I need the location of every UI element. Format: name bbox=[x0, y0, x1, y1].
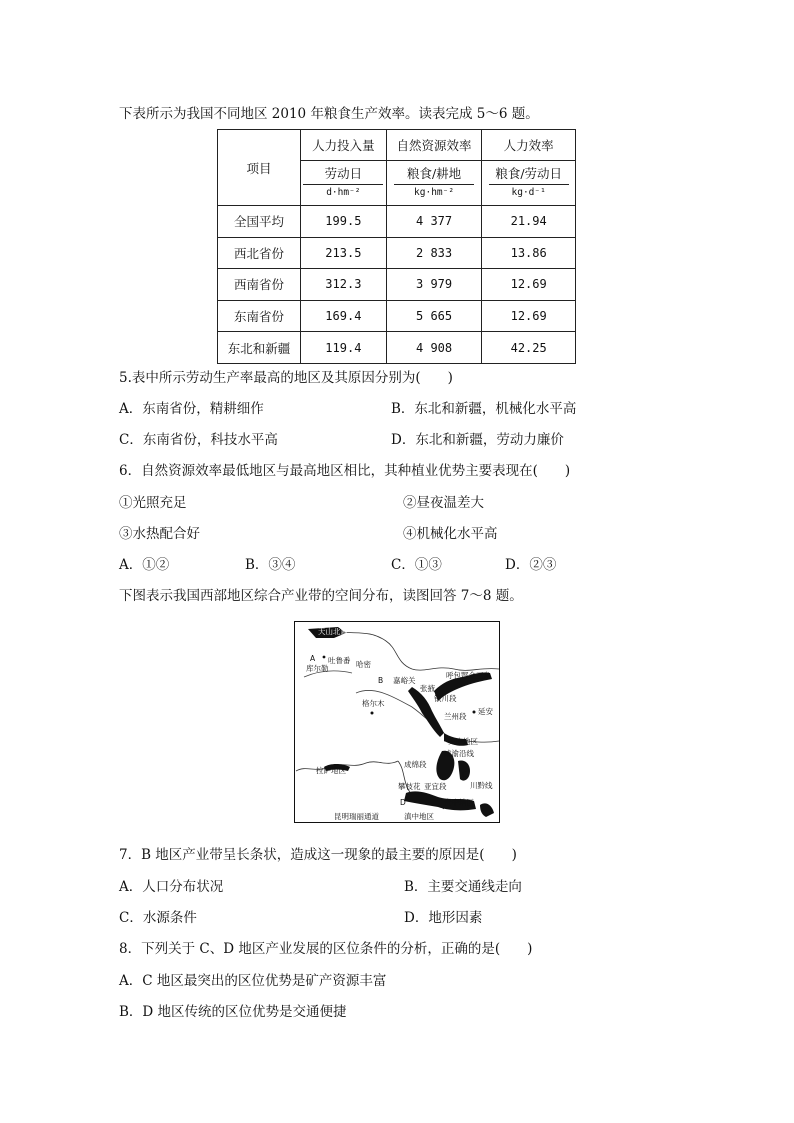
q6-option-c: C．①③ bbox=[391, 557, 442, 573]
table-row: 西南省份 312.3 3 979 12.69 bbox=[218, 269, 576, 301]
map-label-d: D bbox=[400, 798, 406, 807]
map-label-chuanqian: 川黔线 bbox=[470, 781, 493, 790]
q7-option-c: C．水源条件 bbox=[119, 910, 197, 926]
map-city-golmud bbox=[371, 712, 374, 715]
map-label-b: B bbox=[378, 676, 384, 685]
map-label-yinchuan: 银川段 bbox=[434, 694, 457, 703]
map-label-golmud: 格尔木 bbox=[362, 699, 385, 708]
q7-option-a: A．人口分布状况 bbox=[119, 879, 224, 895]
table-intro: 下表所示为我国不同地区 2010 年粮食生产效率。读表完成 5～6 题。 bbox=[119, 106, 539, 122]
map-label-jiayuguan: 嘉峪关 bbox=[393, 676, 416, 685]
q6-stem: 6．自然资源效率最低地区与最高地区相比，其种植业优势主要表现在( ) bbox=[119, 463, 571, 479]
table-row: 东北和新疆 119.4 4 908 42.25 bbox=[218, 332, 576, 364]
map-label-chengmian: 成绵段 bbox=[404, 760, 427, 769]
q5-option-b: B．东北和新疆，机械化水平高 bbox=[391, 401, 577, 417]
item-header: 项目 bbox=[218, 130, 301, 206]
q7-option-d: D．地形因素 bbox=[404, 910, 483, 926]
header-resource: 自然资源效率 bbox=[386, 130, 482, 161]
map-label-a: A bbox=[310, 654, 316, 663]
table-row: 东南省份 169.4 5 665 12.69 bbox=[218, 300, 576, 332]
q5-option-d: D．东北和新疆，劳动力廉价 bbox=[391, 432, 564, 448]
map-label-c: C bbox=[462, 770, 468, 779]
map-label-lanzhou: 兰州段 bbox=[444, 712, 467, 721]
q7-option-b: B．主要交通线走向 bbox=[404, 879, 522, 895]
map-label-chengyu: 成渝沿线 bbox=[444, 749, 474, 758]
map-label-tulufan: 吐鲁番 bbox=[328, 656, 351, 665]
map-label-dianzhong: 滇中地区 bbox=[404, 812, 434, 821]
table-row: 西北省份 213.5 2 833 13.86 bbox=[218, 237, 576, 269]
unit-human: 粮食/劳动日 kg·d⁻¹ bbox=[482, 161, 576, 206]
q8-stem: 8．下列关于 C、D 地区产业发展的区位条件的分析，正确的是( ) bbox=[119, 941, 533, 957]
header-human: 人力效率 bbox=[482, 130, 576, 161]
q5-option-c: C．东南省份，科技水平高 bbox=[119, 432, 278, 448]
map-label-kunming: 昆明瑞丽通道 bbox=[334, 812, 379, 821]
q7-stem: 7．B 地区产业带呈长条状，造成这一现象的最主要的原因是( ) bbox=[119, 847, 517, 863]
q5-option-a: A．东南省份，精耕细作 bbox=[119, 401, 264, 417]
unit-labor: 劳动日 d·hm⁻² bbox=[300, 161, 386, 206]
map-label-zhangye: 张掖 bbox=[420, 684, 435, 693]
map-city-yanan bbox=[473, 711, 476, 714]
map-label-qianzhong: 贵中地区 bbox=[444, 798, 474, 807]
grain-efficiency-table bbox=[217, 129, 576, 364]
unit-resource: 粮食/耕地 kg·hm⁻² bbox=[386, 161, 482, 206]
q6-option-d: D．②③ bbox=[505, 557, 557, 573]
q6-item-3: ③水热配合好 bbox=[119, 526, 200, 542]
table-row: 全国平均 199.5 4 377 21.94 bbox=[218, 206, 576, 238]
map-label-panzhihua: 攀枝花 bbox=[398, 782, 421, 791]
map-label-yanan: 延安 bbox=[478, 707, 493, 716]
header-labor: 人力投入量 bbox=[300, 130, 386, 161]
map-label-kuerle: 库尔勒 bbox=[306, 664, 329, 673]
q8-option-a: A．C 地区最突出的区位优势是矿产资源丰富 bbox=[119, 973, 387, 989]
map-label-guanzhong: 关中地区 bbox=[448, 737, 478, 746]
map-label-tianshan: 天山北麓 bbox=[318, 627, 348, 636]
q5-stem: 5.表中所示劳动生产率最高的地区及其原因分别为( ) bbox=[119, 370, 453, 386]
q6-item-4: ④机械化水平高 bbox=[403, 526, 498, 542]
q8-option-b: B．D 地区传统的区位优势是交通便捷 bbox=[119, 1004, 347, 1020]
map-label-yaoyi: 亚宜段 bbox=[424, 782, 447, 791]
map-label-huhhot: 呼包鄂金三角 bbox=[446, 671, 491, 680]
q6-item-1: ①光照充足 bbox=[119, 495, 187, 511]
map-label-lhasa: 拉萨地区 bbox=[316, 766, 346, 775]
q6-option-b: B．③④ bbox=[245, 557, 296, 573]
map-label-hami: 哈密 bbox=[356, 660, 371, 669]
map-frame bbox=[295, 622, 500, 823]
map-intro: 下图表示我国西部地区综合产业带的空间分布，读图回答 7～8 题。 bbox=[119, 588, 523, 604]
western-industrial-belt-map bbox=[294, 621, 500, 823]
map-city-kuerle bbox=[323, 656, 326, 659]
q6-item-2: ②昼夜温差大 bbox=[403, 495, 484, 511]
q6-option-a: A．①② bbox=[119, 557, 170, 573]
